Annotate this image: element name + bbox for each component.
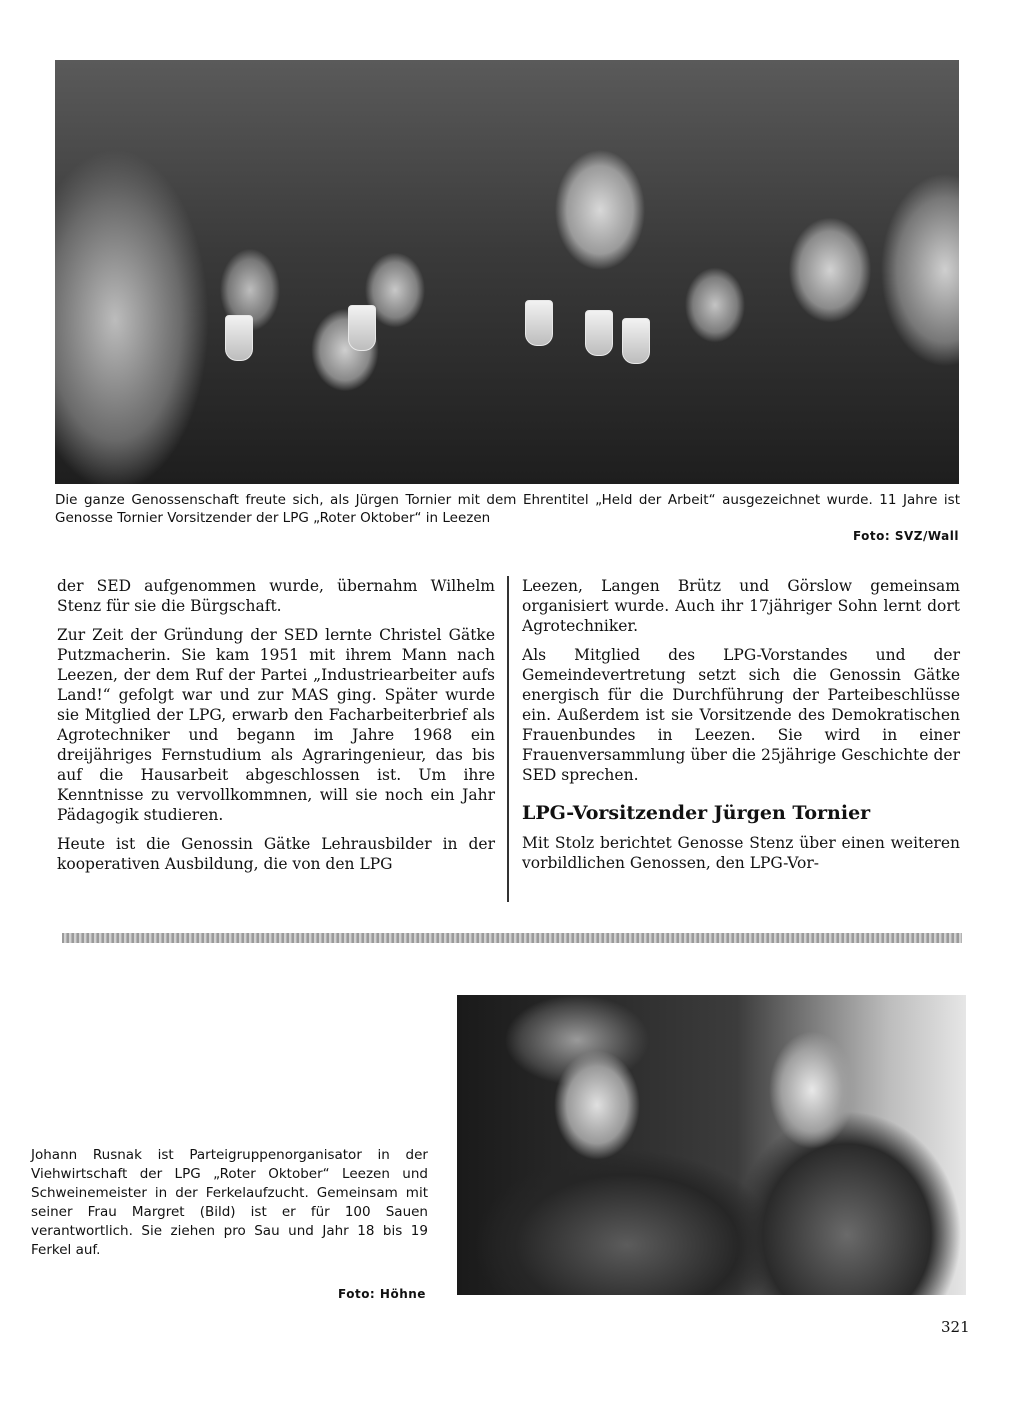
- section-separator: [62, 933, 962, 943]
- top-photo-group-toast: [55, 60, 959, 484]
- champagne-glass: [525, 300, 553, 346]
- bottom-photo-caption: Johann Rusnak ist Parteigruppenorganisator in der Viehwirtschaft der LPG „Roter Oktober“ Leezen und Schweinemeister in der Ferkelaufzucht. Gemeinsam mit seiner Frau Margret (Bild) ist er für 100 Sauen verantwortlich. Sie ziehen pro Sau und Jahr 18 bis 19 Ferkel auf.: [31, 1147, 428, 1258]
- top-photo-caption: Die ganze Genossenschaft freute sich, als Jürgen Tornier mit dem Ehrentitel „Held der Arbeit“ ausgezeichnet wurde. 11 Jahre ist Genosse Tornier Vorsitzender der LPG „Roter Oktober“ in Leezen: [55, 492, 960, 526]
- paragraph: Leezen, Langen Brütz und Görslow gemeinsam organisiert wurde. Auch ihr 17jähriger Sohn lernt dort Agrotechniker.: [522, 577, 960, 635]
- paragraph: Mit Stolz berichtet Genosse Stenz über einen weiteren vorbildlichen Genossen, den LPG-Vor-: [522, 834, 960, 872]
- bottom-photo-couple: [457, 995, 966, 1295]
- section-heading: LPG-Vorsitzender Jürgen Tornier: [522, 802, 871, 824]
- paragraph: Heute ist die Genossin Gätke Lehrausbilder in der kooperativen Ausbildung, die von den LPG: [57, 835, 495, 873]
- top-photo-credit: Foto: SVZ/Wall: [852, 529, 959, 543]
- champagne-glass: [225, 315, 253, 361]
- champagne-glass: [348, 305, 376, 351]
- column-divider: [507, 576, 509, 902]
- article-right-column: [522, 576, 960, 882]
- champagne-glass: [622, 318, 650, 364]
- champagne-glass: [585, 310, 613, 356]
- bottom-photo-credit: Foto: Höhne: [338, 1287, 426, 1301]
- article-left-column: [57, 576, 495, 883]
- paragraph: der SED aufgenommen wurde, übernahm Wilhelm Stenz für sie die Bürgschaft.: [57, 577, 495, 615]
- paragraph: Als Mitglied des LPG-Vorstandes und der Gemeindevertretung setzt sich die Genossin Gätke energisch für die Durchführung der Parteibeschlüsse ein. Außerdem ist sie Vorsitzende des Demokratischen Frauenbundes in Leezen. Sie wird in einer Frauenversammlung über die 25jährige Geschichte der SED sprechen.: [522, 646, 960, 784]
- page-number: 321: [941, 1318, 970, 1336]
- paragraph: Zur Zeit der Gründung der SED lernte Christel Gätke Putzmacherin. Sie kam 1951 mit ihrem Mann nach Leezen, der dem Ruf der Partei „Industriearbeiter aufs Land!“ gefolgt war und zur MAS ging. Später wurde sie Mitglied der LPG, erwarb den Facharbeiterbrief als Agrotechniker und begann im Jahre 1968 ein dreijähriges Fernstudium als Agraringenieur, das bis auf die Hausarbeit abgeschlossen ist. Um ihre Kenntnisse zu vervollkommnen, will sie noch ein Jahr Pädagogik studieren.: [57, 626, 495, 824]
